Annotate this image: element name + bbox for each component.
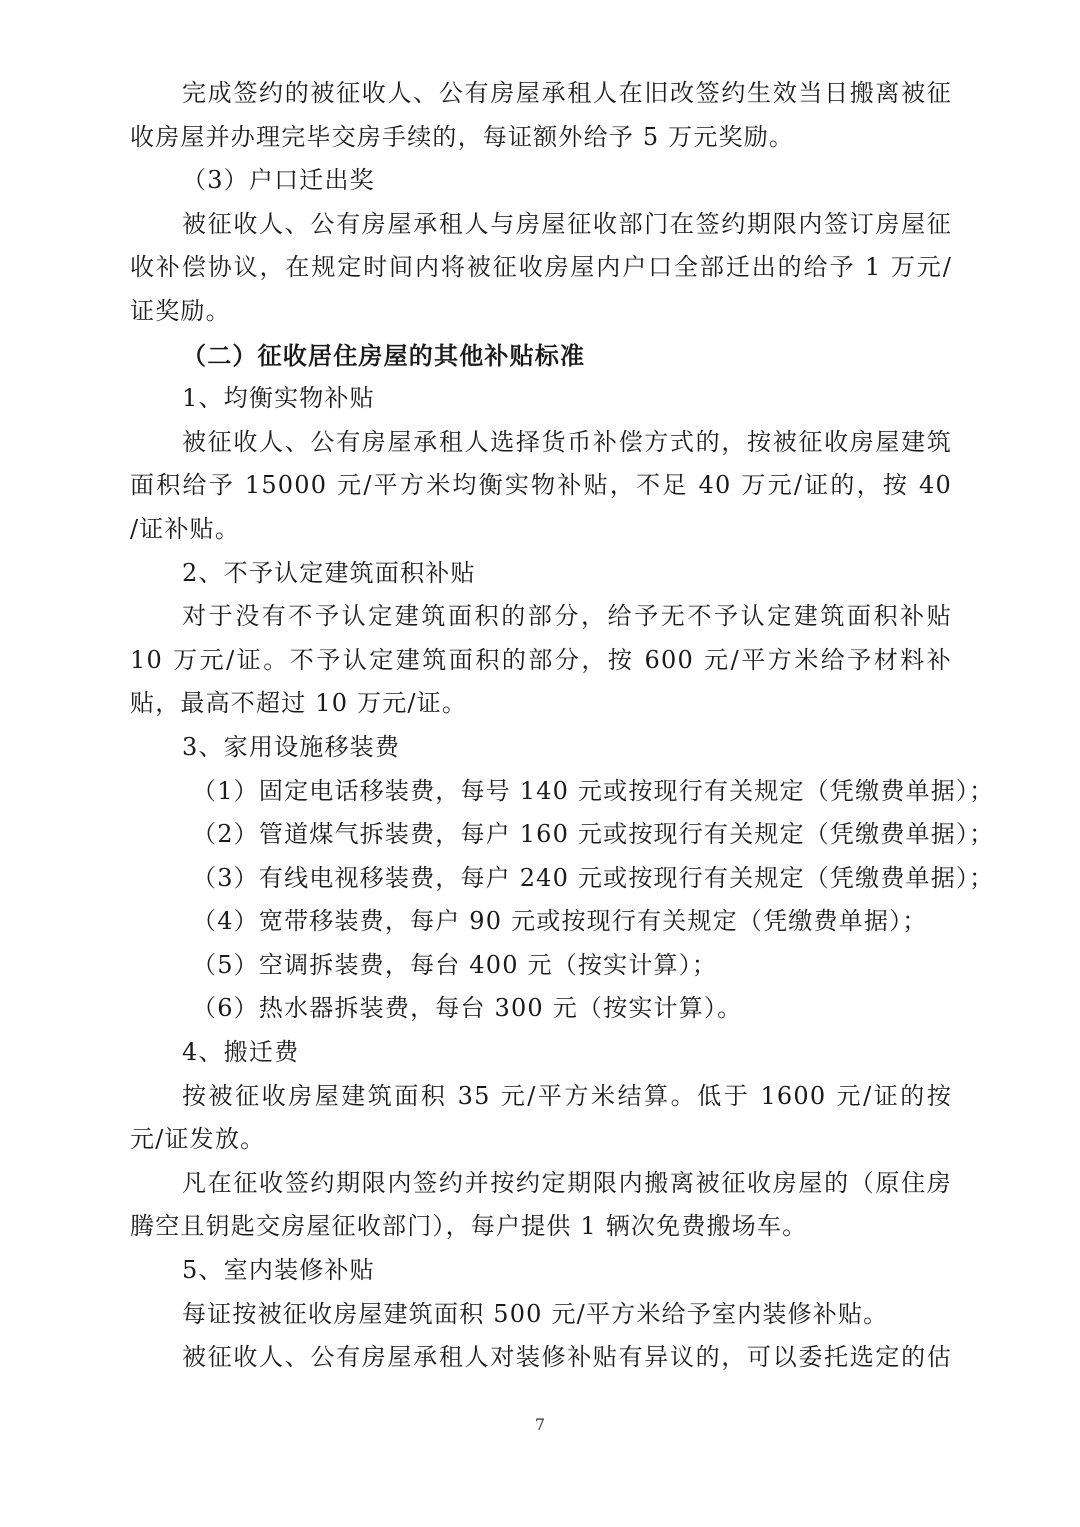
text-line: 完成签约的被征收人、公有房屋承租人在旧改签约生效当日搬离被征 — [182, 79, 952, 107]
text-line: 腾空且钥匙交房屋征收部门），每户提供 1 辆次免费搬场车。 — [130, 1212, 808, 1241]
text-line: 3、家用设施移装费 — [182, 732, 401, 761]
text-line: 证奖励。 — [130, 296, 231, 325]
text-line: （5）空调拆装费，每台 400 元（按实计算）； — [192, 950, 718, 979]
text-line: （4）宽带移装费，每户 90 元或按现行有关规定（凭缴费单据）； — [192, 907, 928, 936]
text-line: 元/证发放。 — [130, 1125, 266, 1154]
text-line: 4、搬迁费 — [182, 1038, 300, 1067]
text-line: 被征收人、公有房屋承租人与房屋征收部门在签约期限内签订房屋征 — [182, 209, 952, 238]
text-line: 贴，最高不超过 10 万元/证。 — [130, 689, 468, 718]
text-line: 被征收人、公有房屋承租人选择货币补偿方式的，按被征收房屋建筑 — [182, 427, 952, 456]
page-number: 7 — [534, 1415, 546, 1434]
text-line: （3）户口迁出奖 — [182, 166, 375, 195]
text-line: （1）固定电话移装费，每号 140 元或按现行有关规定（凭缴费单据）； — [192, 776, 995, 805]
section-heading: （二）征收居住房屋的其他补贴标准 — [182, 340, 586, 370]
text-line: 面积给予 15000 元/平方米均衡实物补贴，不足 40 万元/证的，按 40 — [130, 471, 952, 500]
text-line: 凡在征收签约期限内签约并按约定期限内搬离被征收房屋的（原住房 — [182, 1168, 952, 1197]
text-line: 收补偿协议，在规定时间内将被征收房屋内户口全部迁出的给予 1 万元/ — [130, 253, 952, 282]
document-body — [130, 72, 995, 1380]
text-line: 每证按被征收房屋建筑面积 500 元/平方米给予室内装修补贴。 — [182, 1299, 889, 1328]
text-line: 2、不予认定建筑面积补贴 — [182, 558, 476, 587]
text-line: 被征收人、公有房屋承租人对装修补贴有异议的，可以委托选定的估 — [182, 1343, 952, 1372]
text-line: 按被征收房屋建筑面积 35 元/平方米结算。低于 1600 元/证的按 — [182, 1081, 952, 1110]
text-line: （2）管道煤气拆装费，每户 160 元或按现行有关规定（凭缴费单据）； — [192, 820, 995, 849]
text-line: /证补贴。 — [130, 514, 241, 543]
text-line: （3）有线电视移装费，每户 240 元或按现行有关规定（凭缴费单据）； — [192, 863, 995, 892]
text-line: 5、室内装修补贴 — [182, 1256, 375, 1285]
text-line: （6）热水器拆装费，每台 300 元（按实计算）。 — [192, 994, 743, 1023]
text-line: 10 万元/证。不予认定建筑面积的部分，按 600 元/平方米给予材料补 — [130, 645, 952, 674]
text-line: 1、均衡实物补贴 — [182, 384, 375, 413]
text-line: 收房屋并办理完毕交房手续的，每证额外给予 5 万元奖励。 — [130, 122, 795, 151]
text-line: 对于没有不予认定建筑面积的部分，给予无不予认定建筑面积补贴 — [182, 602, 952, 631]
